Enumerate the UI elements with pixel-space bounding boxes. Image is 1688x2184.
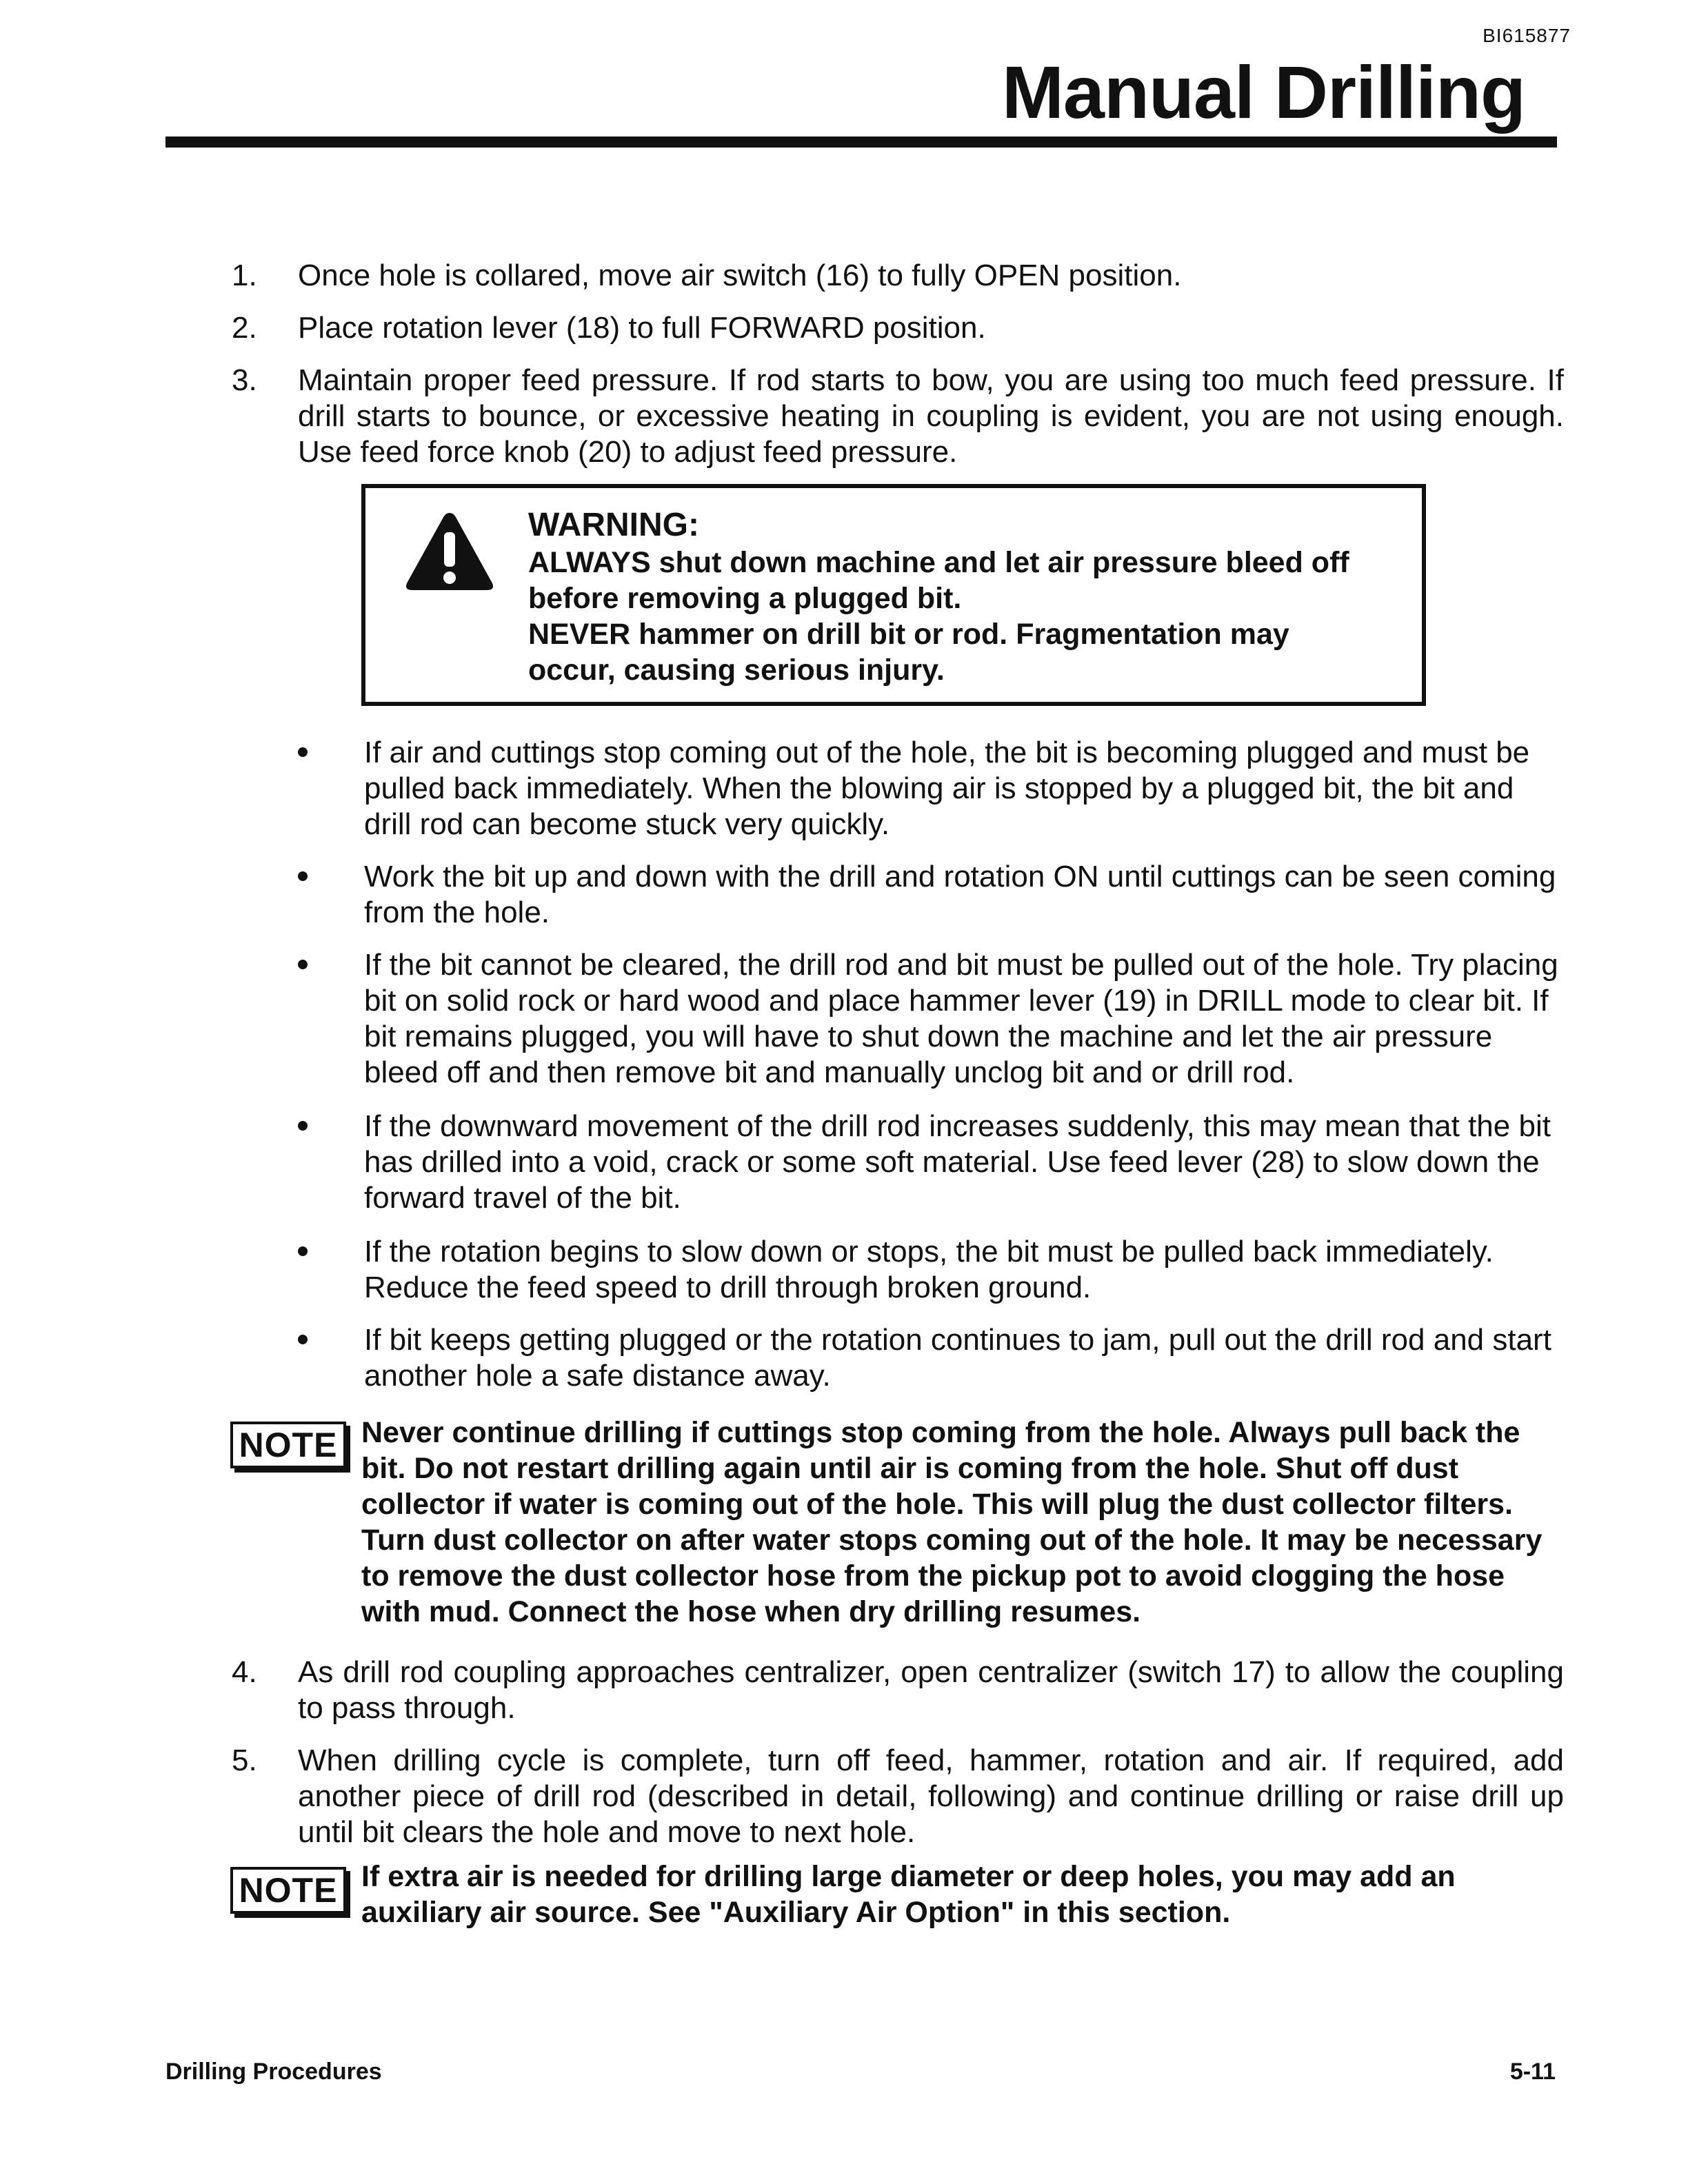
bullet-text: If bit keeps getting plugged or the rotation continues to jam, pull out the drill rod and start another hole a safe distance away.	[364, 1323, 1551, 1393]
warning-line: ALWAYS shut down machine and let air pressure bleed off	[528, 546, 1349, 579]
bullet-text: If the bit cannot be cleared, the drill rod and bit must be pulled out of the hole. Try placing bit on solid rock or hard wood and place hammer lever (19) in DRILL mode to clear bit. If bit remains plugged, you will have to shut down the machine and let the air pressure bleed off and then remove bit and manually unclog bit and or drill rod.	[364, 948, 1558, 1089]
bullet-text: If air and cuttings stop coming out of the hole, the bit is becoming plugged and must be pulled back immediately. When the blowing air is stopped by a plugged bit, the bit and drill rod can become stuck very quickly.	[364, 736, 1530, 841]
bullet-dot	[298, 747, 308, 757]
bullet-dot	[298, 1121, 308, 1131]
step-number: 3.	[232, 363, 257, 397]
bullet-dot	[298, 871, 308, 881]
bullet-text: If the rotation begins to slow down or stops, the bit must be pulled back immediately. Reduce the feed speed to drill through broken ground.	[364, 1235, 1494, 1304]
step-number: 1.	[232, 259, 257, 292]
bullet-item	[298, 1322, 1564, 1394]
step-4	[232, 1655, 1564, 1726]
page-title: Manual Drilling	[1001, 50, 1525, 134]
title-rule	[165, 136, 1557, 148]
note-badge: NOTE	[230, 1867, 346, 1914]
bullet-item	[298, 735, 1564, 842]
note-text: If extra air is needed for drilling large diameter or deep holes, you may add an auxiliary air source. See "Auxiliary Air Option" in this section.	[361, 1860, 1456, 1929]
bullet-text: Work the bit up and down with the drill and rotation ON until cuttings can be seen coming from the hole.	[364, 860, 1556, 929]
document-id: BI615877	[1483, 25, 1571, 46]
step-text: Place rotation lever (18) to full FORWARD position.	[298, 311, 986, 345]
step-number: 4.	[232, 1655, 257, 1689]
step-2	[232, 310, 1564, 346]
step-5	[232, 1743, 1564, 1850]
footer-section-title: Drilling Procedures	[165, 2059, 382, 2085]
bullet-item	[298, 859, 1564, 931]
footer-page-number: 5-11	[1509, 2059, 1556, 2085]
step-text: Once hole is collared, move air switch (16) to fully OPEN position.	[298, 259, 1182, 292]
step-text: As drill rod coupling approaches centralizer, open centralizer (switch 17) to allow the coupling to pass through.	[298, 1655, 1564, 1725]
warning-triangle-icon	[404, 509, 495, 593]
bullet-dot	[298, 960, 308, 969]
bullet-dot	[298, 1246, 308, 1256]
step-number: 2.	[232, 311, 257, 345]
warning-heading: WARNING:	[528, 507, 699, 543]
warning-box	[361, 484, 1426, 706]
step-number: 5.	[232, 1743, 257, 1777]
step-text: Maintain proper feed pressure. If rod starts to bow, you are using too much feed pressure. If drill starts to bounce, or excessive heating in coupling is evident, you are not using enough. Use feed force knob (20) to adjust feed pressure.	[298, 363, 1564, 469]
bullet-item	[298, 947, 1564, 1091]
bullet-dot	[298, 1335, 308, 1344]
warning-line: before removing a plugged bit.	[528, 582, 962, 615]
step-text: When drilling cycle is complete, turn off feed, hammer, rotation and air. If required, add another piece of drill rod (described in detail, following) and continue drilling or raise drill up until bit clears the hole and move to next hole.	[298, 1743, 1564, 1849]
step-1	[232, 258, 1564, 294]
bullet-item	[298, 1234, 1564, 1306]
bullet-item	[298, 1109, 1564, 1216]
warning-line: NEVER hammer on drill bit or rod. Fragmentation may	[528, 618, 1289, 651]
warning-line: occur, causing serious injury.	[528, 654, 945, 687]
step-3	[232, 363, 1564, 470]
note-text: Never continue drilling if cuttings stop coming from the hole. Always pull back the bit. Do not restart drilling again until air is coming from the hole. Shut off dust collector if water is coming out of the hole. This will plug the dust collector filters. Turn dust collector on after water stops coming out of the hole. It may be necessary to remove the dust collector hose from the pickup pot to avoid clogging the hose with mud. Connect the hose when dry drilling resumes.	[361, 1416, 1543, 1628]
warning-text	[528, 506, 1397, 688]
note-badge: NOTE	[230, 1422, 346, 1468]
bullet-text: If the downward movement of the drill rod increases suddenly, this may mean that the bit has drilled into a void, crack or some soft material. Use feed lever (28) to slow down the forward travel of the bit.	[364, 1109, 1551, 1215]
